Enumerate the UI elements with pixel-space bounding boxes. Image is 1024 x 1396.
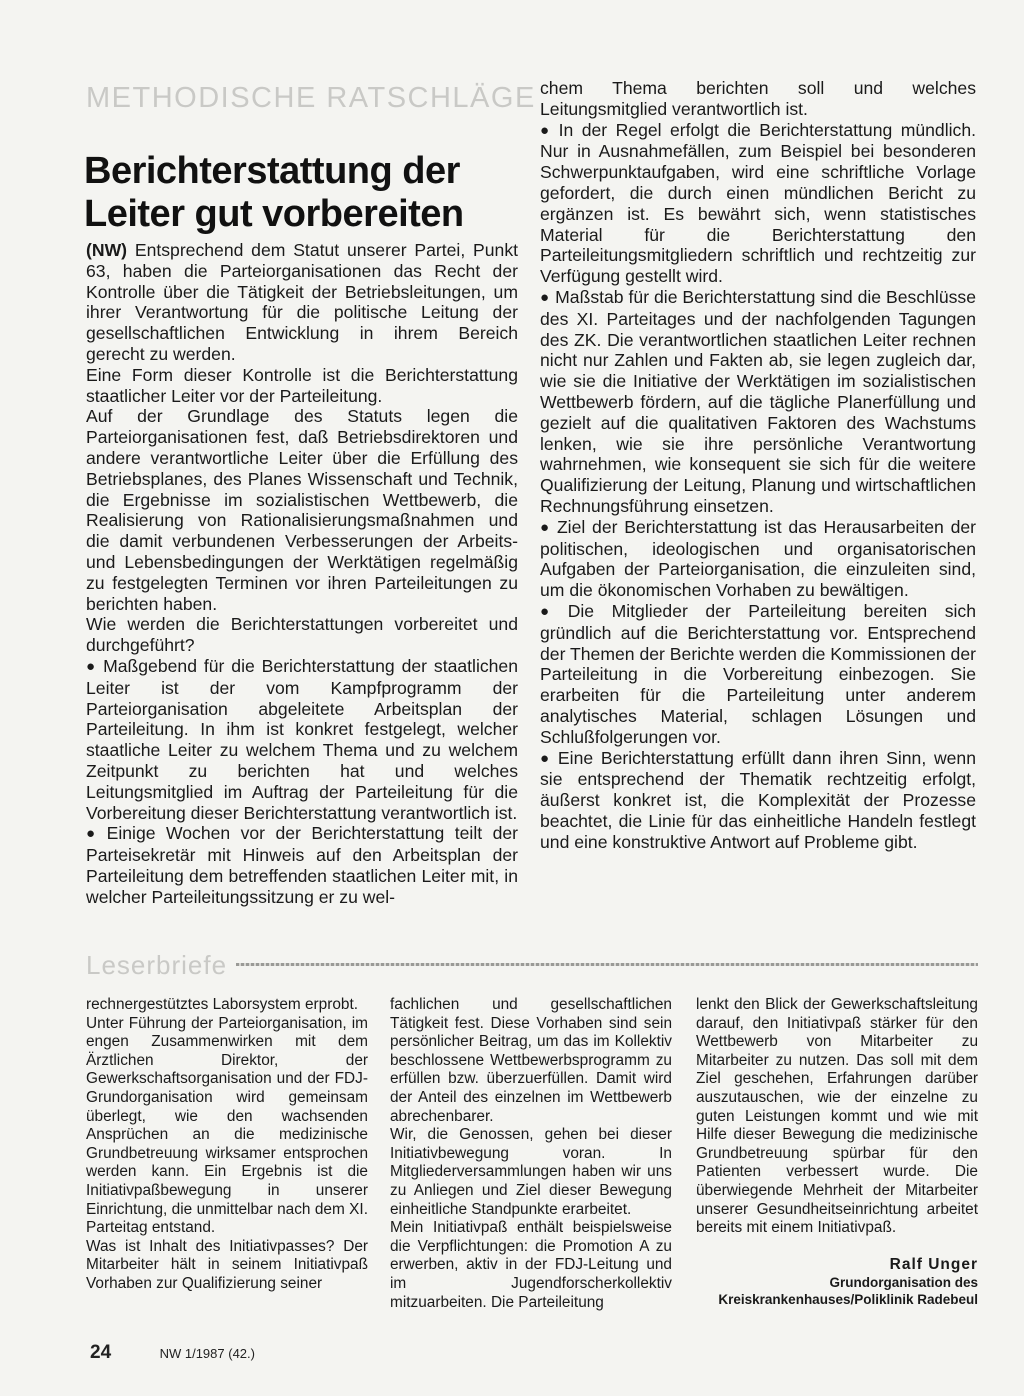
author-organization-line-2: Kreiskrankenhauses/Poliklinik Radebeul: [718, 1292, 978, 1307]
bullet-icon: ●: [540, 518, 551, 536]
letter-paragraph: Unter Führung der Parteiorganisation, im engen Zusammenwirken mit dem Ärztlichen Direktor, der Gewerkschaftsorganisation und der FDJ-Grundorganisation wird gemeinsam überlegt, wie den wachsenden Ansprüchen an die medizinische Grundbetreuung wirksamer entsprochen werden kann. Ein Ergebnis ist die Initiativpaßbewegung in unserer Einrichtung, die unmittelbar nach dem XI. Parteitag entstand.: [86, 1014, 368, 1237]
letter-paragraph: Was ist Inhalt des Initiativpasses? Der Mitarbeiter hält in seinem Initiativpaß Vorhaben zur Qualifizierung seiner: [86, 1237, 368, 1292]
author-organization-line-1: Grundorganisation des: [829, 1275, 978, 1290]
bullet-text: Eine Berichterstattung erfüllt dann ihren Sinn, wenn sie entsprechend der Thematik rechtzeitig erfolgt, äußerst konkret ist, die Komplexität der Prozesse beachtet, die Linie für das einheitliche Handeln festlegt und eine konstruktive Antwort auf Probleme gibt.: [540, 747, 976, 852]
letter-paragraph: rechnergestütztes Laborsystem erprobt.: [86, 996, 359, 1013]
bullet-text: Ziel der Berichterstattung ist das Herausarbeiten der politischen, ideologischen und organisatorischen Aufgaben der Parteiorganisation, die einzuleiten sind, um die ökonomischen Vorhaben zu bewältigen.: [540, 516, 976, 601]
bullet-text: In der Regel erfolgt die Berichterstattung mündlich. Nur in Ausnahmefällen, zum Beispiel bei besonderen Schwerpunktaufgaben, wird eine schriftliche Vorlage gefordert, die durch einen mündlichen Bericht zu ergänzen ist. Es bewährt sich, wenn statistisches Material für die Berichterstattung den Parteileitungsmitgliedern schriftlich und rechtzeitig zur Verfügung gestellt wird.: [540, 119, 977, 287]
article-intro-paragraph: [86, 240, 518, 365]
article-paragraph: Auf der Grundlage des Statuts legen die Parteiorganisationen fest, daß Betriebsdirektoren und andere verantwortliche Leiter über die Erfüllung des Betriebsplanes, des Planes Wissenschaft und Technik, die Ergebnisse im sozialistischen Wettbewerb, die Realisierung von Rationalisierungsmaßnahmen und die damit verbundenen Verbesserungen der Arbeits- und Lebensbedingungen der Werktätigen regelmäßig zu festgelegten Terminen vor ihren Parteileitungen zu berichten haben.: [86, 406, 518, 614]
bullet-paragraph: [540, 287, 976, 517]
bullet-paragraph: [540, 748, 976, 853]
article-paragraph: Eine Form dieser Kontrolle ist die Berichterstattung staatlicher Leiter vor der Parteileitung.: [86, 364, 518, 406]
article-headline: [84, 150, 524, 236]
dotted-divider: [236, 963, 978, 966]
bullet-text: Einige Wochen vor der Berichterstattung teilt der Parteisekretär mit Hinweis auf den Arbeitsplan der Parteileitung dem betreffenden staatlichen Leiter mit, in welcher Parteileitungssitzung er zu wel-: [86, 823, 519, 907]
letters-title: Leserbriefe: [86, 950, 228, 980]
letter-paragraph: fachlichen und gesellschaftlichen Tätigkeit fest. Diese Vorhaben sind sein persönlicher Beitrag, um das im Kollektiv beschlossene Wettbewerbsprogramm zu erfüllen bzw. überzuerfüllen. Damit wird der Anteil des einzelnen im Wettbewerb abrechenbarer.: [390, 996, 672, 1125]
letter-column-3: [696, 996, 978, 1238]
continued-paragraph: chem Thema berichten soll und welches Leitungsmitglied verantwortlich ist.: [540, 78, 976, 119]
letter-paragraph: Mein Initiativpaß enthält beispielsweise die Verpflichtungen: die Promotion A zu erwerben, aktiv in der FDJ-Leitung und im Jugendforscherkollektiv mitzuarbeiten. Die Parteileitung: [390, 1219, 672, 1311]
bullet-text: Die Mitglieder der Parteileitung bereiten sich gründlich auf die Berichterstattung vor. Entsprechend der Themen der Berichte werden die Kommissionen der Parteileitung in die Vorbereitung einbezogen. Sie erarbeiten für die Parteileitung unter anderem analytisches Material, schlagen Lösungen und Schlußfolgerungen vor.: [540, 600, 976, 747]
bullet-icon: ●: [540, 121, 553, 139]
article-question: Wie werden die Berichterstattungen vorbereitet und durchgeführt?: [86, 614, 518, 656]
bullet-paragraph: [540, 517, 976, 601]
bullet-paragraph: [86, 656, 518, 823]
bullet-icon: ●: [86, 657, 98, 675]
section-kicker: METHODISCHE RATSCHLÄGE: [86, 82, 536, 114]
article-column-left: [86, 240, 518, 908]
bullet-paragraph: [86, 823, 518, 907]
letters-section-header: [86, 950, 978, 980]
bullet-icon: ●: [540, 288, 550, 306]
source-tag: (NW): [86, 240, 128, 260]
page-number: 24: [90, 1342, 112, 1363]
letter-paragraph: Wir, die Genossen, gehen bei dieser Initiativbewegung voran. In Mitgliederversammlungen haben wir uns zu Anliegen und Ziel dieser Bewegung einheitliche Standpunkte erarbeitet.: [390, 1126, 672, 1218]
letter-signature: [700, 1255, 978, 1308]
bullet-paragraph: [540, 601, 976, 748]
letter-column-1: [86, 996, 368, 1294]
bullet-text: Maßgebend für die Berichterstattung der staatlichen Leiter ist der vom Kampfprogramm der Parteiorganisation abgeleitete Arbeitsplan der Parteileitung. In ihm ist konkret festgelegt, welcher staatliche Leiter zu welchem Thema und zu welchem Zeitpunkt zu berichten hat und welches Leitungsmitglied im Auftrag der Parteileitung für die Vorbereitung dieser Berichterstattung verantwortlich ist.: [86, 655, 519, 823]
bullet-icon: ●: [540, 602, 562, 620]
letter-column-2: [390, 996, 672, 1312]
intro-text: Entsprechend dem Statut unserer Partei, Punkt 63, haben die Parteiorganisationen das Recht der Kontrolle über die Tätigkeit der Betriebsleitungen, um ihrer Verantwortung für die politische Leitung der gesellschaftlichen Entwicklung in ihrem Bereich gerecht zu werden.: [86, 240, 519, 364]
bullet-icon: ●: [540, 749, 552, 767]
author-name: Ralf Unger: [889, 1256, 978, 1273]
bullet-paragraph: [540, 120, 976, 287]
headline-line-1: Berichterstattung der: [84, 150, 460, 192]
page-footer: [90, 1342, 255, 1364]
letter-paragraph: lenkt den Blick der Gewerkschaftsleitung darauf, den Initiativpaß stärker für den Wettbewerb von Mitarbeiter zu Mitarbeiter zu nutzen. Das soll mit dem Ziel geschehen, Erfahrungen darüber auszutauschen, wie der einzelne zu guten Leistungen kommt und wie mit Hilfe dieser Bewegung die medizinische Grundbetreuung spürbar für den Patienten verbessert wurde. Die überwiegende Mehrheit der Mitarbeiter unserer Gesundheitseinrichtung arbeitet bereits mit einem Initiativpaß.: [696, 996, 978, 1237]
bullet-text: Maßstab für die Berichterstattung sind die Beschlüsse des XI. Parteitages und der nachfolgenden Tagungen des ZK. Die verantwortlichen staatlichen Leiter rechnen nicht nur Zahlen und Fakten ab, sie legen zugleich dar, wie sie die Initiative der Werktätigen im sozialistischen Wettbewerb fördern, auf die tägliche Planerfüllung und gezielt auf die qualitativen Faktoren des Wachstums lenken, wie sie ihre persönliche Verantwortung wahrnehmen, wie konsequent sie sich für die weitere Qualifizierung der Leitung, Planung und wirtschaftlichen Rechnungsführung einsetzen.: [540, 286, 976, 516]
headline-line-2: Leiter gut vorbereiten: [84, 193, 464, 235]
bullet-icon: ●: [86, 825, 101, 843]
issue-reference: NW 1/1987 (42.): [159, 1346, 255, 1361]
article-column-right: [540, 78, 976, 852]
